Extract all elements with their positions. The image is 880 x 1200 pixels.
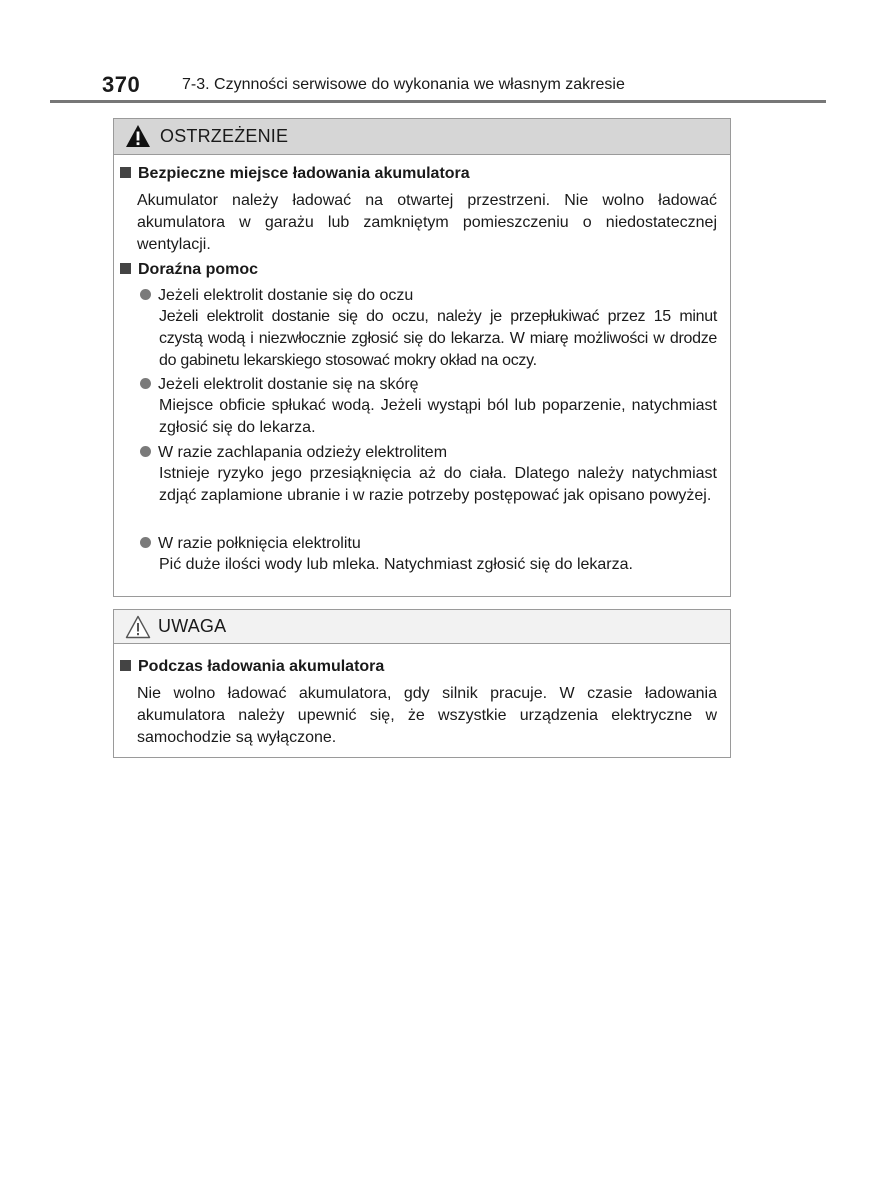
warning-box-header	[114, 119, 730, 155]
caution-box-header	[114, 610, 730, 644]
bullet-title-text: W razie zachlapania odzieży elektrolitem	[158, 444, 448, 461]
bullet-title-text: W razie połknięcia elektrolitu	[158, 535, 361, 552]
bullet-clothing-text: Istnieje ryzyko jego przesiąknięcia aż do ciała. Dlatego należy natychmiast zdjąć zaplamione ubranie i w razie potrzeby postępować jak opisano powyżej.	[159, 465, 717, 504]
bullet-swallow-text: Pić duże ilości wody lub mleka. Natychmiast zgłosić się do lekarza.	[159, 556, 633, 573]
bullet-swallow-title	[140, 535, 361, 553]
subheading-during-charging	[120, 658, 384, 676]
bullet-skin-text: Miejsce obficie spłukać wodą. Jeżeli wystąpi ból lub poparzenie, natychmiast zgłosić się do lekarza.	[159, 397, 717, 436]
section-title: 7-3. Czynności serwisowe do wykonania we własnym zakresie	[182, 76, 625, 93]
bullet-title-text: Jeżeli elektrolit dostanie się na skórę	[158, 376, 419, 393]
warning-triangle-filled-icon	[125, 124, 151, 148]
bullet-skin-title	[140, 376, 419, 394]
bullet-eyes-text: Jeżeli elektrolit dostanie się do oczu, należy je przepłukiwać przez 15 minut czystą wodą i niezwłocznie zgłosić się do lekarza. W miarę możliwości w drodze do gabinetu lekarskiego stosować mokry okład na oczy.	[159, 308, 717, 369]
circle-bullet-icon	[140, 537, 151, 548]
caution-title: UWAGA	[158, 616, 227, 636]
page-number: 370	[102, 72, 141, 97]
page-header	[0, 64, 880, 104]
warning-box	[113, 118, 731, 597]
paragraph-during-charging: Nie wolno ładować akumulatora, gdy silnik pracuje. W czasie ładowania akumulatora należy upewnić się, że wszystkie urządzenia elektryczne w samochodzie są wyłączone.	[137, 685, 717, 746]
caution-triangle-outline-icon	[125, 615, 151, 639]
subheading-text: Bezpieczne miejsce ładowania akumulatora	[138, 165, 470, 182]
circle-bullet-icon	[140, 446, 151, 457]
circle-bullet-icon	[140, 378, 151, 389]
caution-box	[113, 609, 731, 758]
square-bullet-icon	[120, 263, 131, 274]
subheading-first-aid	[120, 261, 258, 279]
warning-title: OSTRZEŻENIE	[160, 126, 289, 146]
bullet-eyes-title	[140, 287, 413, 305]
subheading-text: Podczas ładowania akumulatora	[138, 658, 385, 675]
paragraph-charging-location: Akumulator należy ładować na otwartej przestrzeni. Nie wolno ładować akumulatora w garażu lub zamkniętym pomieszczeniu o niedostatecznej wentylacji.	[137, 192, 717, 253]
subheading-text: Doraźna pomoc	[138, 261, 259, 278]
square-bullet-icon	[120, 660, 131, 671]
circle-bullet-icon	[140, 289, 151, 300]
header-divider	[50, 100, 826, 103]
bullet-title-text: Jeżeli elektrolit dostanie się do oczu	[158, 287, 414, 304]
bullet-clothing-title	[140, 444, 447, 462]
square-bullet-icon	[120, 167, 131, 178]
subheading-charging-location	[120, 165, 470, 183]
